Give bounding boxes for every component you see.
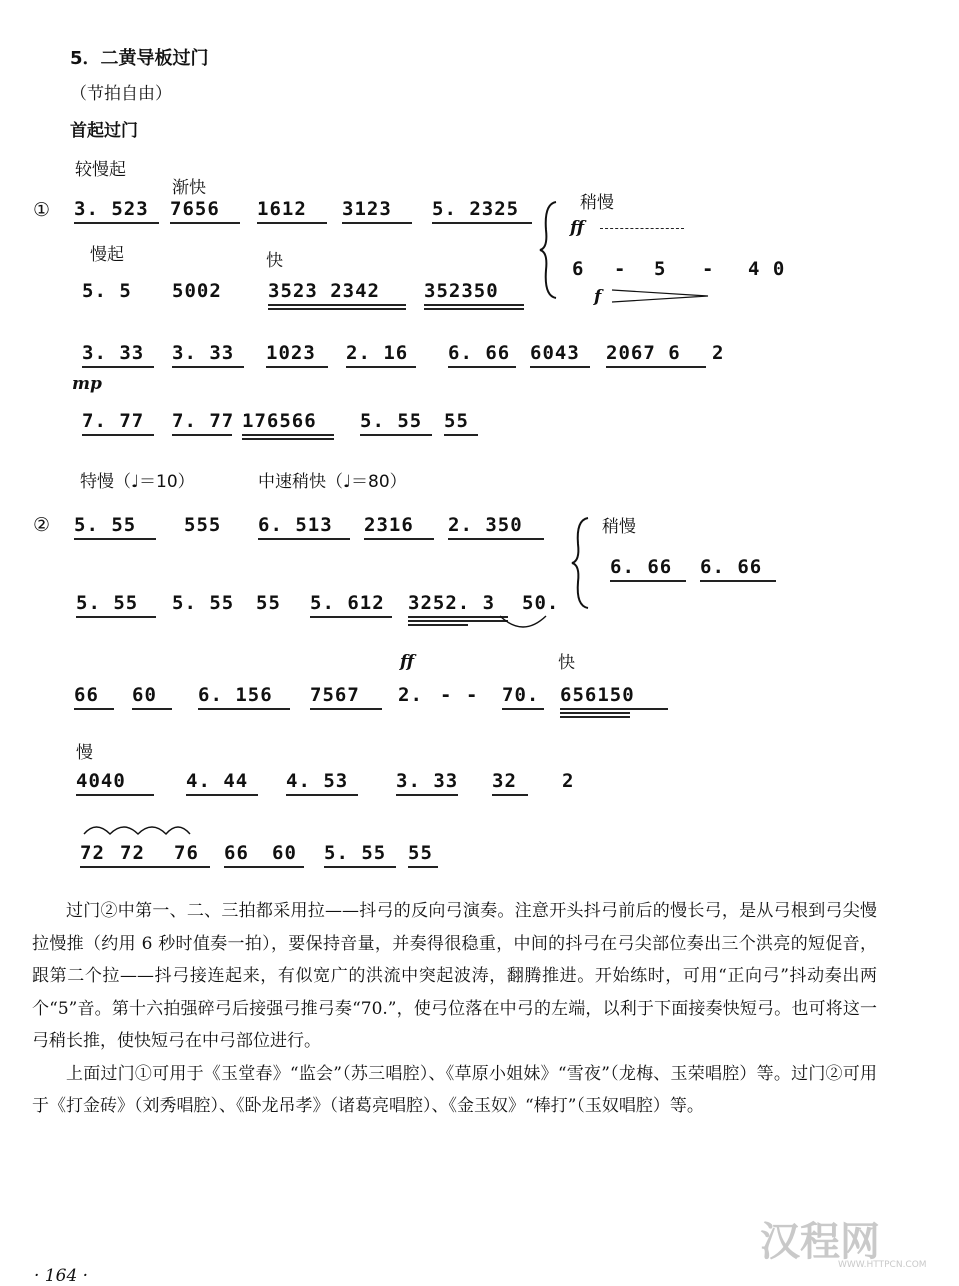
note-group: 5. 5: [82, 280, 132, 302]
underline: [242, 434, 334, 436]
note-group: 1023: [266, 342, 316, 364]
underline: [74, 538, 156, 540]
note-group: 32: [492, 770, 517, 792]
underline: [342, 222, 412, 224]
underline: [606, 366, 706, 368]
note-group: -: [702, 258, 715, 280]
note-group: 3123: [342, 198, 392, 220]
note-group: 7567: [310, 684, 360, 706]
note-group: 4 0: [748, 258, 786, 280]
brace: [572, 516, 592, 610]
label-slow-start: 较慢起: [75, 160, 126, 180]
note-group: 4. 53: [286, 770, 349, 792]
underline: [444, 434, 478, 436]
underline: [346, 366, 416, 368]
passage-marker-1: ①: [33, 199, 51, 221]
note-group: 66: [74, 684, 99, 706]
note-group: 2. 350: [448, 514, 523, 536]
slur: [82, 818, 192, 838]
label-fast: 快: [266, 251, 283, 271]
underline: [172, 366, 244, 368]
underline: [82, 366, 154, 368]
label-slow-start-2: 慢起: [90, 245, 124, 265]
dynamic-f: f: [594, 287, 602, 307]
note-group: 5. 55: [172, 592, 235, 614]
underline: [74, 222, 159, 224]
underline: [560, 708, 668, 710]
note-group: -: [614, 258, 627, 280]
watermark-url: WWW.HTTPCN.COM: [838, 1260, 927, 1270]
note-group: 76: [174, 842, 199, 864]
underline: [448, 366, 516, 368]
note-group: 55: [408, 842, 433, 864]
underline: [360, 434, 432, 436]
note-group: -: [440, 684, 453, 706]
underline: [268, 308, 406, 310]
note-group: 66: [224, 842, 249, 864]
section-subtitle: 首起过门: [70, 121, 138, 141]
note-group: 3. 33: [172, 342, 235, 364]
underline: [396, 794, 458, 796]
note-group: 72: [120, 842, 145, 864]
underline: [610, 580, 686, 582]
note-group: 2067 6: [606, 342, 681, 364]
underline: [266, 366, 328, 368]
note-group: 352350: [424, 280, 499, 302]
underline: [286, 794, 358, 796]
note-group: 5. 55: [76, 592, 139, 614]
underline: [432, 222, 532, 224]
underline: [186, 794, 258, 796]
note-group: 7. 77: [172, 410, 235, 432]
underline: [324, 866, 396, 868]
note-group: 60: [272, 842, 297, 864]
underline: [198, 708, 290, 710]
underline: [132, 708, 172, 710]
page-number: · 164 ·: [34, 1266, 89, 1286]
underline: [268, 304, 406, 306]
note-group: 1612: [257, 198, 307, 220]
decrescendo-hairpin: [612, 288, 712, 304]
label-accelerando: 渐快: [172, 178, 206, 198]
brace: [540, 200, 560, 300]
underline: [310, 616, 392, 618]
slur: [498, 612, 548, 634]
note-group: 50.: [522, 592, 560, 614]
label-fast-2: 快: [558, 653, 575, 673]
note-group: 656150: [560, 684, 635, 706]
tempo-note: （节拍自由）: [70, 84, 172, 104]
dynamic-ff-2: ff: [400, 652, 415, 672]
underline: [700, 580, 776, 582]
note-group: 7. 77: [82, 410, 145, 432]
underline: [82, 434, 154, 436]
underline: [408, 620, 508, 622]
note-group: 5. 55: [74, 514, 137, 536]
underline: [224, 866, 304, 868]
underline: [170, 222, 240, 224]
underline: [408, 866, 438, 868]
label-very-slow: 特慢（♩＝10）: [80, 472, 195, 492]
section-title: 5．二黄导板过门: [70, 48, 209, 69]
note-group: 6. 66: [610, 556, 673, 578]
underline: [76, 794, 154, 796]
paragraph: 过门②中第一、二、三拍都采用拉——抖弓的反向弓演奏。注意开头抖弓前后的慢长弓，是从弓根到弓尖慢拉慢推（约用 6 秒时值奏一拍），要保持音量，并奏得很稳重，中间的抖弓在弓尖部位奏出三个洪亮的短促音，跟第二个拉——抖弓接连起来，有似宽广的洪流中突起波涛，翻腾推进。开始练时，可用“正向弓”抖动奏出两个“5”音。第十六拍强碎弓后接强弓推弓奏“70.”，使弓位落在中弓的左端，以利于下面接奏快短弓。也可将这一弓稍长推，使快短弓在中弓部位进行。: [32, 901, 877, 1051]
note-group: 2: [712, 342, 725, 364]
note-group: 3. 33: [82, 342, 145, 364]
note-group: 5. 2325: [432, 198, 520, 220]
note-group: 2.: [398, 684, 423, 706]
note-group: 2: [562, 770, 575, 792]
note-group: 5: [654, 258, 667, 280]
label-slower: 稍慢: [580, 193, 614, 213]
note-group: 6: [572, 258, 585, 280]
underline: [408, 616, 508, 618]
note-group: 6043: [530, 342, 580, 364]
note-group: 3. 33: [396, 770, 459, 792]
underline: [172, 434, 232, 436]
dynamic-ff: ff: [570, 218, 585, 238]
note-group: 6. 156: [198, 684, 273, 706]
note-group: 7656: [170, 198, 220, 220]
dynamic-mp: mp: [72, 374, 102, 394]
passage-marker-2: ②: [33, 514, 51, 536]
underline: [80, 866, 210, 868]
note-group: 5. 55: [324, 842, 387, 864]
note-group: 4040: [76, 770, 126, 792]
note-group: 5002: [172, 280, 222, 302]
underline: [448, 538, 544, 540]
paragraph: 上面过门①可用于《玉堂春》“监会”（苏三唱腔）、《草原小姐妹》“雪夜”（龙梅、玉荣唱腔）等。过门②可用于《打金砖》（刘秀唱腔）、《卧龙吊孝》（诸葛亮唱腔）、《金玉奴》“棒打”（玉奴唱腔）等。: [32, 1063, 877, 1116]
label-slow: 慢: [76, 743, 93, 763]
underline: [74, 708, 114, 710]
body-text: [32, 895, 877, 1123]
note-group: 4. 44: [186, 770, 249, 792]
note-group: 70.: [502, 684, 540, 706]
underline: [257, 222, 327, 224]
underline: [76, 616, 156, 618]
underline: [408, 624, 468, 626]
note-group: -: [466, 684, 479, 706]
watermark-text: 汉程网: [760, 1219, 880, 1265]
underline: [364, 538, 434, 540]
watermark-logo: [760, 1210, 880, 1267]
label-slower-2: 稍慢: [602, 517, 636, 537]
note-group: 2. 16: [346, 342, 409, 364]
underline: [560, 716, 630, 718]
underline: [424, 304, 524, 306]
note-group: 6. 66: [700, 556, 763, 578]
note-group: 3523 2342: [268, 280, 380, 302]
note-group: 2316: [364, 514, 414, 536]
note-group: 5. 612: [310, 592, 385, 614]
note-group: 6. 66: [448, 342, 511, 364]
note-group: 5. 55: [360, 410, 423, 432]
underline: [492, 794, 528, 796]
note-group: 55: [256, 592, 281, 614]
note-group: 3. 523: [74, 198, 149, 220]
label-medium-fast: 中速稍快（♩＝80）: [258, 472, 407, 492]
note-group: 72: [80, 842, 105, 864]
note-group: 60: [132, 684, 157, 706]
note-group: 55: [444, 410, 469, 432]
underline: [258, 538, 350, 540]
note-group: 3252. 3: [408, 592, 496, 614]
dashed-line: [600, 228, 684, 230]
underline: [530, 366, 590, 368]
underline: [310, 708, 382, 710]
note-group: 176566: [242, 410, 317, 432]
note-group: 555: [184, 514, 222, 536]
underline: [424, 308, 524, 310]
note-group: 6. 513: [258, 514, 333, 536]
underline: [242, 438, 334, 440]
underline: [560, 712, 630, 714]
underline: [502, 708, 544, 710]
